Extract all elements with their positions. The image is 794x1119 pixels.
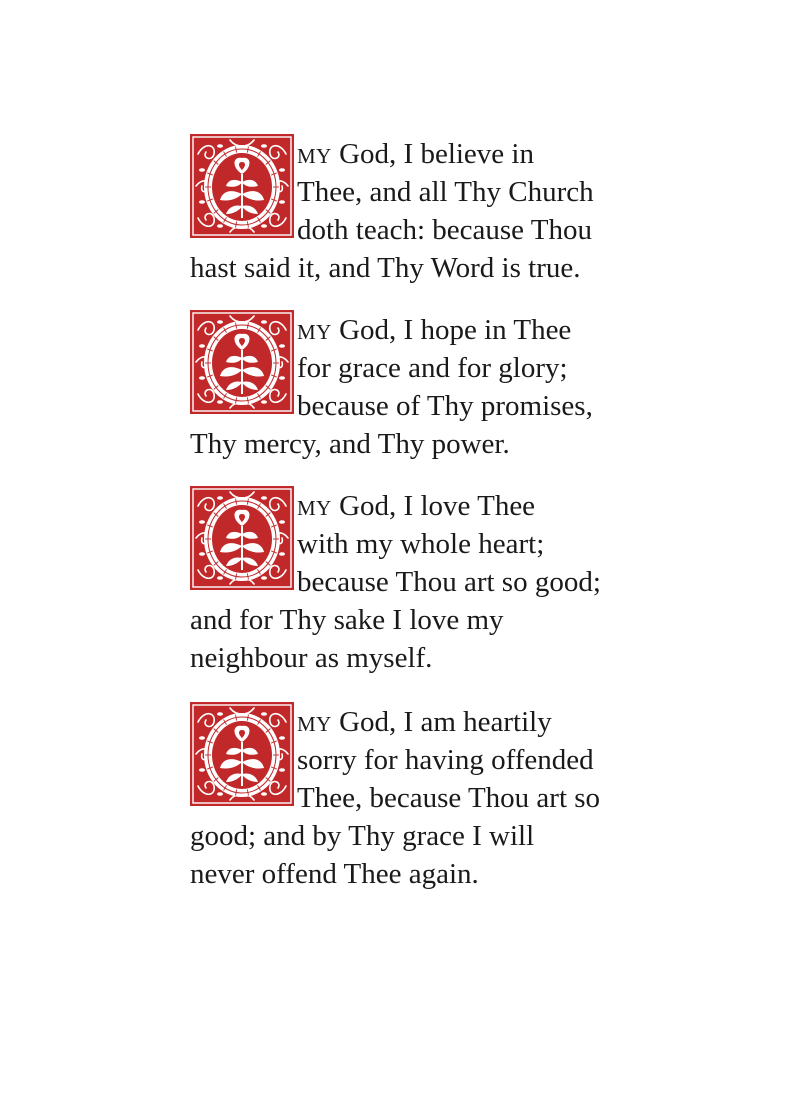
smallcaps-my: MY — [297, 496, 332, 520]
stanza-line: hast said it, and Thy Word is true. — [190, 252, 581, 284]
stanza-line — [297, 312, 571, 350]
stanza-line: doth teach: because Thou — [297, 214, 592, 246]
floral-initial-o-icon — [190, 310, 294, 414]
stanza-line — [297, 136, 534, 174]
stanza-line — [297, 488, 535, 526]
stanza-line: for grace and for glory; — [297, 352, 568, 384]
stanza-line: Thee, because Thou art so — [297, 782, 601, 814]
line-text: God, I am heartily — [331, 706, 552, 738]
floral-initial-o-icon — [190, 134, 294, 238]
stanza-line: because Thou art so good; — [297, 566, 601, 598]
line-text: God, I believe in — [331, 138, 534, 170]
stanza-line: neighbour as myself. — [190, 642, 433, 674]
initial-o-artwork — [190, 702, 294, 806]
stanza-line: because of Thy promises, — [297, 390, 593, 422]
floral-initial-o-icon — [190, 702, 294, 806]
stanza-line: sorry for having offended — [297, 744, 594, 776]
stanza-line — [297, 704, 552, 742]
smallcaps-my: MY — [297, 320, 332, 344]
initial-o-artwork — [190, 486, 294, 590]
line-text: God, I hope in Thee — [331, 314, 572, 346]
line-text: God, I love Thee — [331, 490, 536, 522]
floral-initial-o-icon — [190, 486, 294, 590]
stanza-line: good; and by Thy grace I will — [190, 820, 535, 852]
smallcaps-my: MY — [297, 712, 332, 736]
stanza-line: never offend Thee again. — [190, 858, 479, 890]
initial-o-artwork — [190, 310, 294, 414]
stanza-line: Thee, and all Thy Church — [297, 176, 594, 208]
stanza-line: Thy mercy, and Thy power. — [190, 428, 510, 460]
smallcaps-my: MY — [297, 144, 332, 168]
initial-o-artwork — [190, 134, 294, 238]
stanza-line: and for Thy sake I love my — [190, 604, 504, 636]
stanza-line: with my whole heart; — [297, 528, 545, 560]
